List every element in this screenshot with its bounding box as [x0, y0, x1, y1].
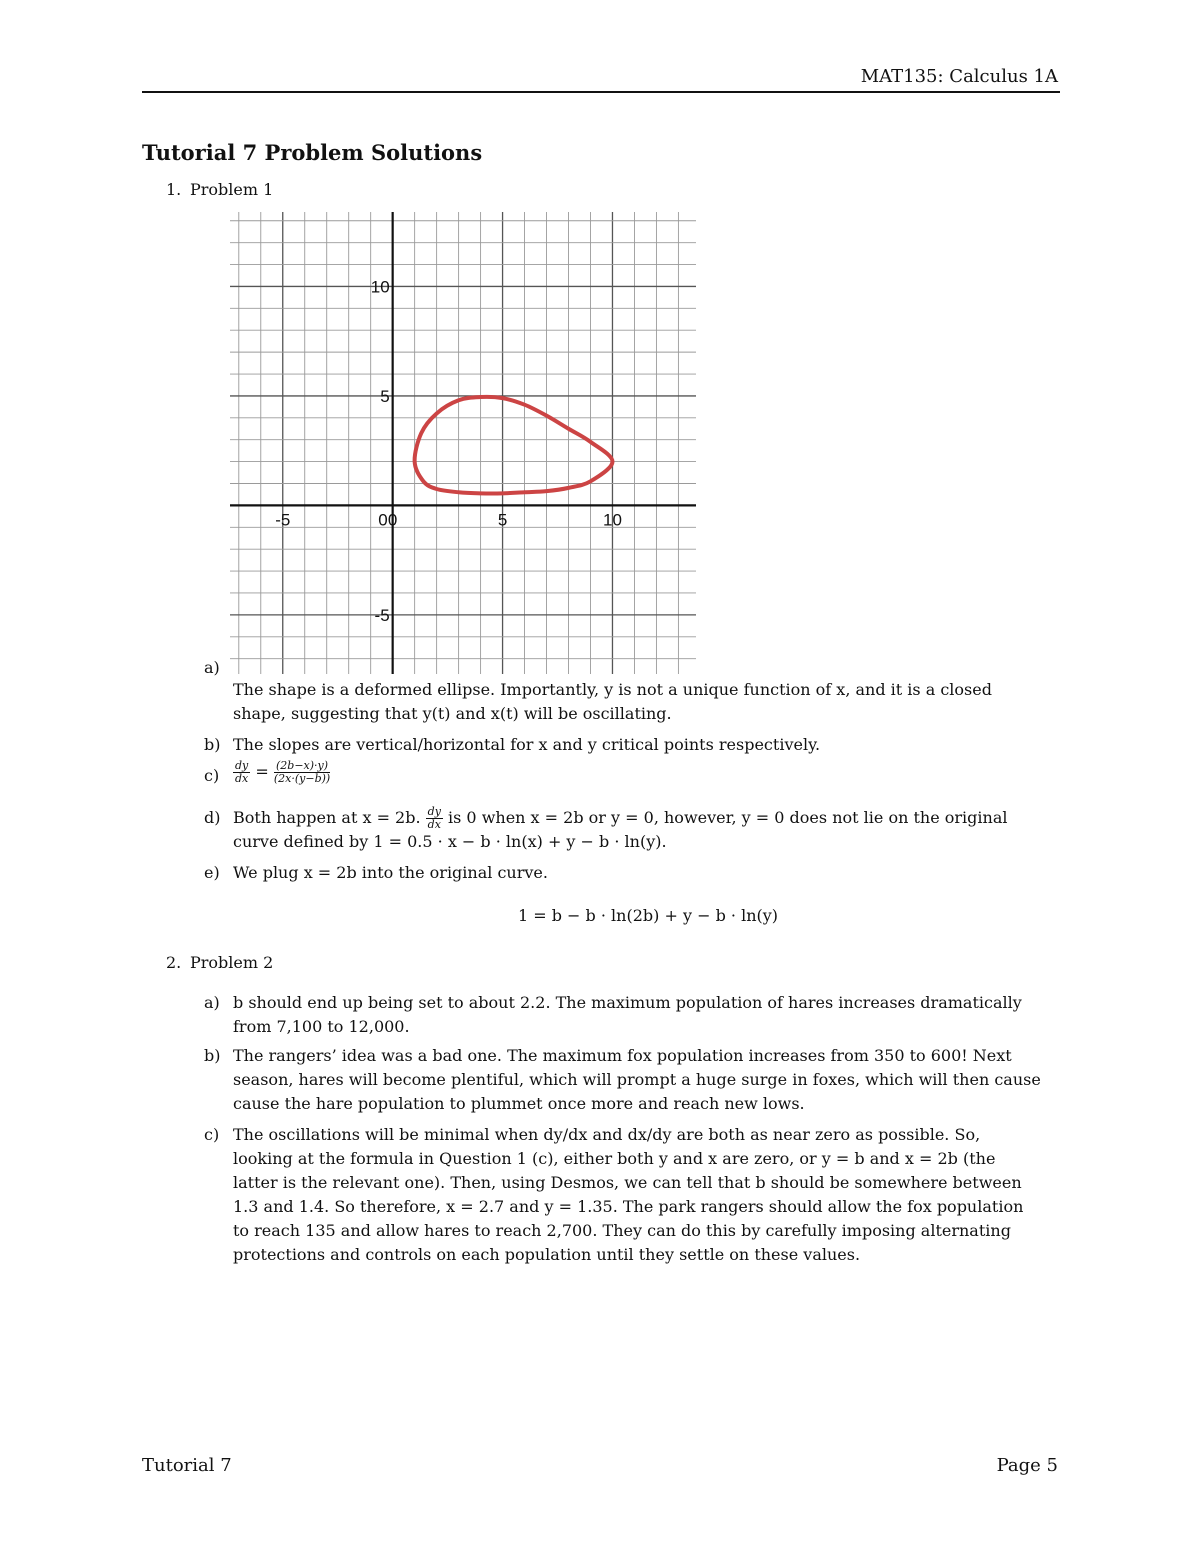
p2-part-c-line: to reach 135 and allow hares to reach 2,700. They can do this by carefully imposing alternating: [233, 1221, 1011, 1240]
p2-part-c-label: c): [204, 1125, 220, 1144]
tick-labels: [275, 277, 622, 624]
grid-lines: [230, 212, 696, 674]
p2-part-c-line: latter is the relevant one). Then, using Desmos, we can tell that b should be somewhere between: [233, 1173, 1022, 1192]
dy-dx-inline-fraction: $\frac{dy}{dx}$: [427, 805, 441, 831]
x-tick-label: 10: [603, 510, 622, 530]
part-a-text-1: The shape is a deformed ellipse. Importantly, y is not a unique function of x, and it is a closed: [233, 680, 992, 699]
p2-part-a-text: [233, 991, 1063, 1039]
origin-label: 0: [378, 510, 388, 530]
dy-dx-fraction: $\frac{dy}{dx}$: [235, 759, 249, 785]
footer-page-number: Page 5: [996, 1455, 1058, 1476]
p2-part-a-label: a): [204, 993, 220, 1012]
y-tick-label: 10: [370, 277, 390, 297]
x-tick-label: 5: [497, 510, 508, 530]
problem-2-number: 2.: [166, 953, 182, 972]
p2-part-b-text: [233, 1044, 1063, 1116]
y-tick-label: -5: [374, 605, 390, 625]
x-tick-label: -5: [275, 510, 291, 530]
part-c-label: c): [204, 766, 220, 785]
p2-part-b-line: cause the hare population to plummet once more and reach new lows.: [233, 1094, 805, 1113]
p2-part-a-line: from 7,100 to 12,000.: [233, 1017, 410, 1036]
axes: [230, 212, 696, 674]
problem-1-number: 1.: [166, 180, 182, 199]
p2-part-b-label: b): [204, 1046, 221, 1065]
p2-part-c-line: The oscillations will be minimal when dy/dx and dx/dy are both as near zero as possible. So,: [233, 1125, 981, 1144]
part-e-label: e): [204, 863, 220, 882]
p2-part-c-line: protections and controls on each population until they settle on these values.: [233, 1245, 861, 1264]
problem-1-label: Problem 1: [190, 180, 274, 199]
part-b-text: The slopes are vertical/horizontal for x and y critical points respectively.: [233, 735, 821, 754]
part-d-text-1: Both happen at x = 2b. $\frac{dy}{dx}$ is 0 when x = 2b or y = 0, however, y = 0 does not lie on the original: [233, 805, 1008, 831]
problem-2-label: Problem 2: [190, 953, 274, 972]
part-c-formula: $\frac{dy}{dx}$ = $\frac{(2b-x)\cdot y)}{(2x\cdot(y-b))}$: [235, 759, 331, 785]
part-d-text-2: curve defined by 1 = 0.5 · x − b · ln(x) + y − b · ln(y).: [233, 832, 667, 851]
page-title: Tutorial 7 Problem Solutions: [142, 140, 483, 165]
footer-tutorial: Tutorial 7: [142, 1455, 232, 1476]
part-e-equation: 1 = b − b · ln(2b) + y − b · ln(y): [517, 906, 779, 925]
part-b-label: b): [204, 735, 221, 754]
p2-part-c-line: 1.3 and 1.4. So therefore, x = 2.7 and y = 1.35. The park rangers should allow the fox population: [233, 1197, 1024, 1216]
part-a-label: a): [204, 658, 220, 677]
p2-part-b-line: The rangers’ idea was a bad one. The maximum fox population increases from 350 to 600! Next: [233, 1046, 1012, 1065]
closed-curve: [415, 397, 613, 494]
part-d-label: d): [204, 808, 221, 827]
part-e-text: We plug x = 2b into the original curve.: [233, 863, 548, 882]
y-tick-label: 5: [380, 386, 390, 406]
header-rule: [142, 91, 1060, 93]
part-a-text-2: shape, suggesting that y(t) and x(t) will be oscillating.: [233, 704, 672, 723]
course-header: MAT135: Calculus 1A: [860, 66, 1058, 87]
x-tick-label: 0: [387, 510, 398, 530]
p2-part-c-text: [233, 1123, 1063, 1267]
p2-part-c-line: looking at the formula in Question 1 (c), either both y and x are zero, or y = b and x = 2b (the: [233, 1149, 996, 1168]
problem-1-graph: [230, 212, 696, 674]
p2-part-a-line: b should end up being set to about 2.2. The maximum population of hares increases dramatically: [233, 993, 1022, 1012]
p2-part-b-line: season, hares will become plentiful, which will prompt a huge surge in foxes, which will then cause: [233, 1070, 1041, 1089]
rhs-fraction: $\frac{(2b-x)\cdot y)}{(2x\cdot(y-b))}$: [273, 759, 331, 785]
